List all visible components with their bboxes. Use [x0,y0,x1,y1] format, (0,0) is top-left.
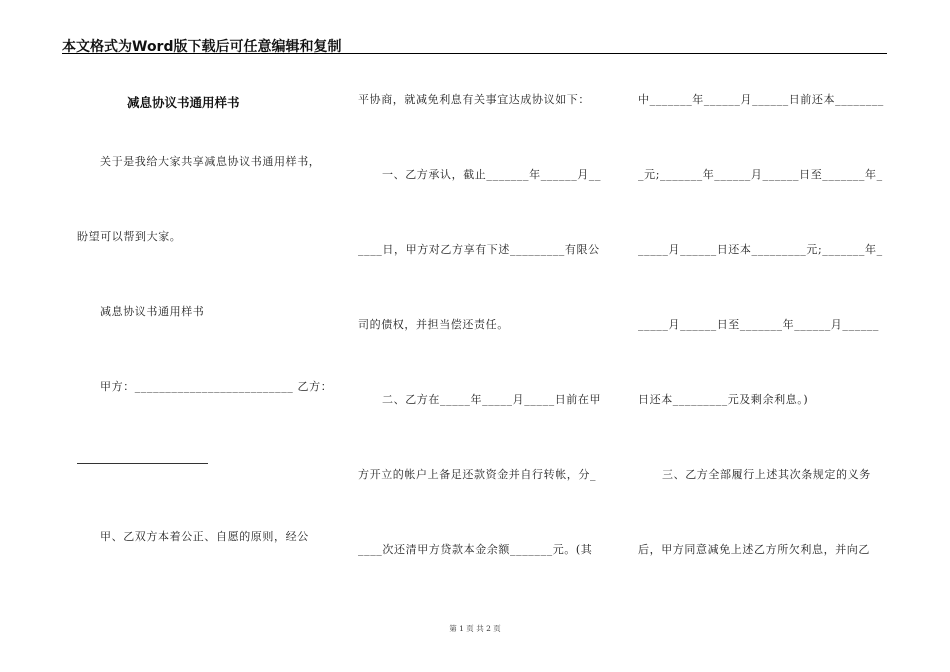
column2-line: 二、乙方在_____年_____月_____日前在甲 [382,393,602,406]
column1-line: 盼望可以帮到大家。 [77,230,182,243]
column3-line: _____月______日还本_________元;_______年_ [638,243,883,256]
column3-line: 后，甲方同意减免上述乙方所欠利息，并向乙 [638,543,870,556]
column2-line: 一、乙方承认，截止_______年______月__ [382,168,602,181]
column3-line: 日还本_________元及剩余利息。) [638,393,809,406]
column3-line: _____月______日至_______年______月______ [638,318,879,331]
column1-line: 关于是我给大家共享减息协议书通用样书， [100,155,321,168]
column2-line: 方开立的帐户上备足还款资金并自行转帐，分_ [358,468,597,481]
column1-line: 减息协议书通用样书 [100,305,205,318]
column1-line: 甲、乙双方本着公正、自愿的原则，经公 [100,530,309,543]
header-divider [62,53,887,54]
column3-line: 三、乙方全部履行上述其次条规定的义务 [662,468,871,481]
column3-line: _元;_______年______月______日至_______年_ [638,168,883,181]
document-title: 减息协议书通用样书 [127,95,240,110]
column2-line: ____日，甲方对乙方享有下述_________有限公 [358,243,600,256]
page-number: 第 1 页 共 2 页 [449,624,501,633]
column3-line: 中_______年______月______日前还本________ [638,93,884,106]
column2-line: 司的债权，并担当偿还责任。 [358,318,509,331]
column1-line: 甲方：__________________________ 乙方： [100,380,333,393]
signature-line [77,463,208,464]
column2-line: ____次还清甲方贷款本金余额_______元。(其 [358,543,593,556]
header-title: 本文格式为Word版下载后可任意编辑和复制 [62,39,342,55]
column2-line: 平协商，就减免利息有关事宜达成协议如下： [358,93,590,106]
